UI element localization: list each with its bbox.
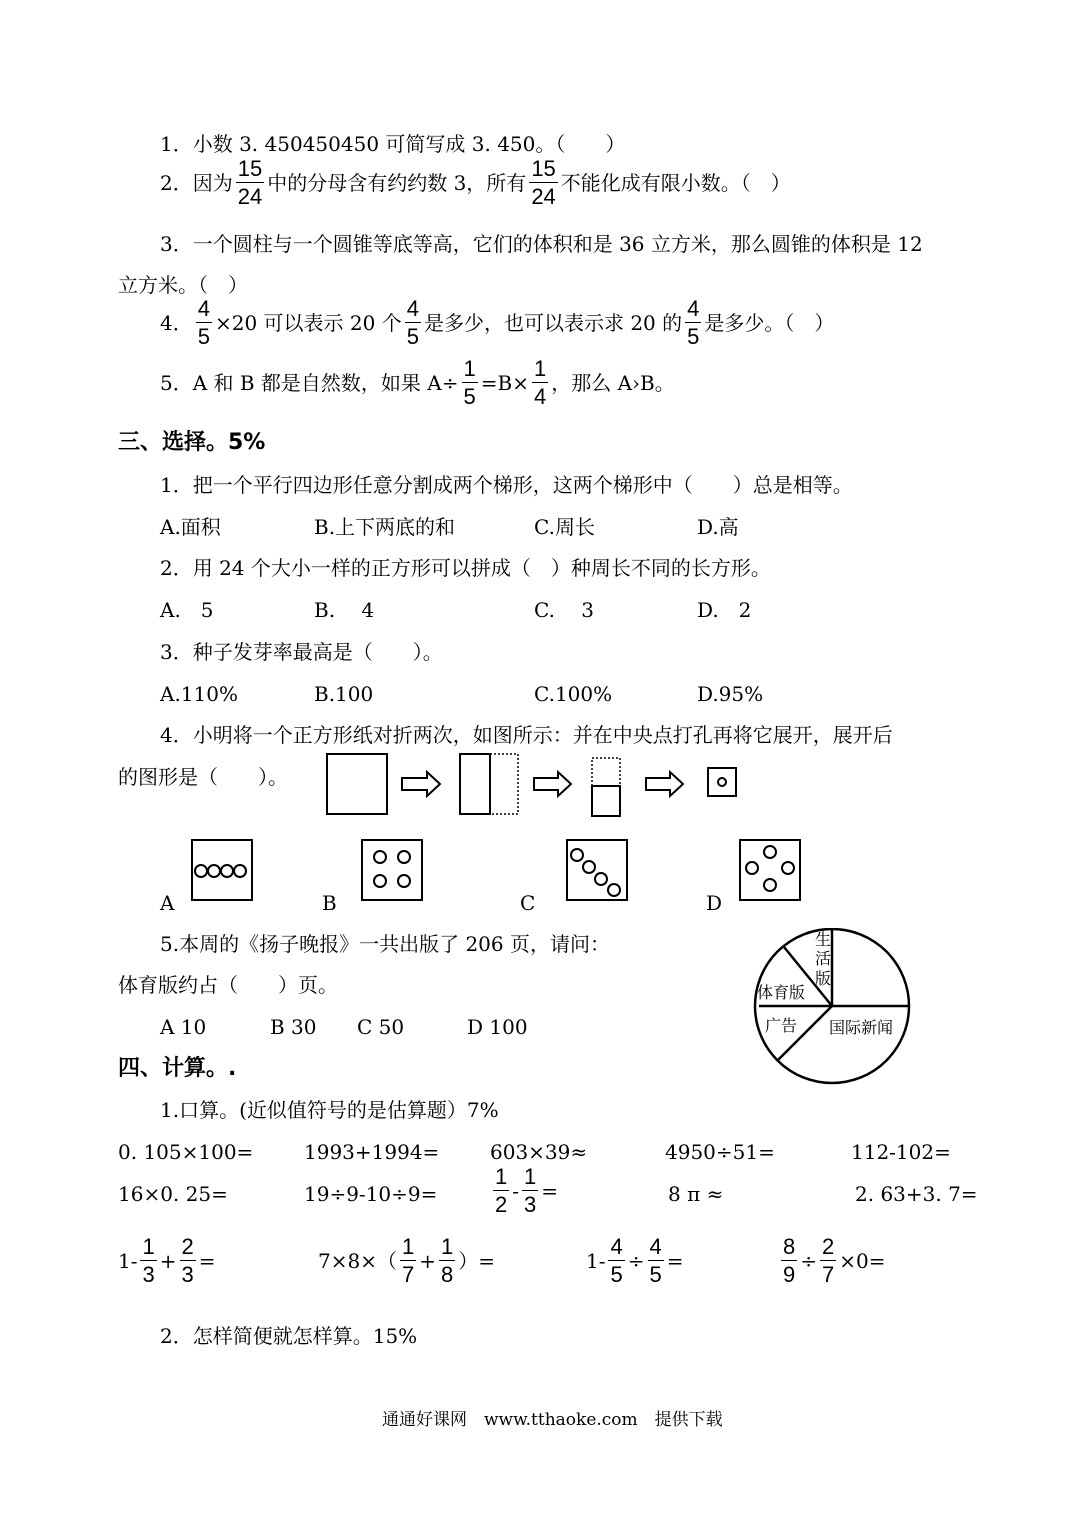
choice-q5-option-c: C 50: [357, 1015, 405, 1039]
right-arrow-icon: [646, 772, 683, 796]
calc-r1-c1: 0. 105×100=: [118, 1140, 254, 1164]
calc-r2-c1: 16×0. 25=: [118, 1182, 228, 1206]
fraction-2-7: $\frac{2}{7}$: [822, 1234, 835, 1287]
judge-q2: 2．因为 $\frac{15}{24}$ 中的分母含有约约数 3，所有 $\frac{15}{24}$ 不能化成有限小数。（ ）: [160, 156, 791, 209]
choice-q2: 2．用 24 个大小一样的正方形可以拼成（ ）种周长不同的长方形。: [160, 556, 771, 580]
section-heading-calc: 四、计算。.: [118, 1056, 237, 1081]
pie-label-life-1: 生: [815, 930, 832, 949]
option-a-label: A: [160, 891, 175, 915]
choice-q5-line1: 5.本周的《扬子晚报》一共出版了 206 页，请问：: [160, 932, 610, 956]
choice-q3-option-c: C.100%: [534, 682, 613, 706]
option-b-label: B: [322, 891, 337, 915]
section-heading-choice: 三、选择。5%: [118, 430, 266, 455]
fraction-1-8: $\frac{1}{8}$: [440, 1234, 454, 1287]
calc-r2-c5: 2. 63+3. 7=: [855, 1182, 978, 1206]
calc-r1-c4: 4950÷51=: [665, 1140, 775, 1164]
calc-s2: 2．怎样简便就怎样算。15%: [160, 1324, 418, 1348]
fraction-1-3: $\frac{1}{3}$: [524, 1164, 537, 1217]
choice-q2-option-c: C. 3: [534, 598, 595, 622]
choice-q1: 1．把一个平行四边形任意分割成两个梯形，这两个梯形中（ ）总是相等。: [160, 473, 853, 497]
choice-q1-option-c: C.周长: [534, 515, 595, 539]
fraction-15-24: $\frac{15}{24}$: [237, 156, 263, 209]
choice-q3-option-d: D.95%: [697, 682, 764, 706]
fraction-8-9: $\frac{8}{9}$: [783, 1234, 796, 1287]
choice-q5-option-d: D 100: [467, 1015, 528, 1039]
calc-s1: 1.口算。(近似值符号的是估算题）7%: [160, 1098, 499, 1122]
calc-r3-c4: $\frac{8}{9}$ ÷ $\frac{2}{7}$ ×0=: [783, 1234, 886, 1287]
option-c-figure: [565, 838, 629, 902]
full-square-shape: [327, 754, 387, 814]
fraction-4-5: $\frac{4}{5}$: [610, 1234, 623, 1287]
choice-q5-option-a: A 10: [160, 1015, 207, 1039]
choice-q1-option-b: B.上下两底的和: [314, 515, 456, 539]
fraction-1-5: $\frac{1}{5}$: [463, 356, 476, 409]
choice-q3: 3．种子发芽率最高是（ ）。: [160, 640, 443, 664]
pie-label-ads: 广告: [765, 1016, 798, 1035]
calc-r2-c2: 19÷9-10÷9=: [304, 1182, 438, 1206]
page-footer: 通通好课网 www.tthaoke.com 提供下载: [382, 1410, 723, 1430]
calc-r3-c3: 1- $\frac{4}{5}$ ÷ $\frac{4}{5}$ =: [586, 1234, 684, 1287]
option-c-label: C: [520, 891, 536, 915]
option-b-figure: [360, 838, 424, 902]
punched-square-shape: [708, 768, 736, 796]
choice-q4-line1: 4．小明将一个正方形纸对折两次，如图所示：并在中央点打孔再将它展开，展开后: [160, 723, 893, 747]
pie-label-life-3: 版: [815, 969, 832, 988]
judge-q3-line2: 立方米。（ ）: [118, 273, 248, 297]
folding-sequence-figure: [320, 748, 750, 823]
judge-q4: 4． $\frac{4}{5}$ ×20 可以表示 20 个 $\frac{4}{5}$ 是多少，也可以表示求 20 的 $\frac{4}{5}$ 是多少。（ ）: [160, 296, 835, 349]
choice-q2-option-d: D. 2: [697, 598, 752, 622]
half-fold-shape: [460, 754, 518, 814]
pie-label-sports: 体育版: [757, 983, 806, 1002]
quarter-fold-shape: [592, 758, 620, 816]
judge-q5: 5．A 和 B 都是自然数，如果 A÷ $\frac{1}{5}$ =B× $\frac{1}{4}$ ，那么 A›B。: [160, 356, 675, 409]
calc-r1-c3: 603×39≈: [490, 1140, 588, 1164]
choice-q1-option-a: A.面积: [160, 515, 221, 539]
option-a-figure: [190, 838, 254, 902]
right-arrow-icon: [534, 772, 571, 796]
calc-r1-c2: 1993+1994=: [304, 1140, 440, 1164]
choice-q2-option-a: A. 5: [160, 598, 214, 622]
judge-q3-line1: 3．一个圆柱与一个圆锥等底等高，它们的体积和是 36 立方米，那么圆锥的体积是 12: [160, 232, 923, 256]
option-d-label: D: [706, 891, 723, 915]
fraction-2-3: $\frac{2}{3}$: [181, 1234, 194, 1287]
choice-q5-option-b: B 30: [270, 1015, 317, 1039]
calc-r2-c3: $\frac{1}{2}$ - $\frac{1}{3}$ =: [495, 1164, 559, 1217]
calc-r3-c1: 1- $\frac{1}{3}$ + $\frac{2}{3}$ =: [118, 1234, 216, 1287]
choice-q3-option-a: A.110%: [160, 682, 238, 706]
calc-r3-c2: 7×8×（ $\frac{1}{7}$ + $\frac{1}{8}$ ）=: [318, 1234, 495, 1287]
pie-label-life-2: 活: [815, 949, 832, 968]
fraction-1-4: $\frac{1}{4}$: [533, 356, 547, 409]
fraction-4-5: $\frac{4}{5}$: [406, 296, 419, 349]
calc-r1-c5: 112-102=: [851, 1140, 951, 1164]
choice-q4-line2: 的图形是（ ）。: [118, 765, 288, 789]
fraction-4-5: $\frac{4}{5}$: [687, 296, 700, 349]
newspaper-pie-chart: [750, 928, 914, 1090]
fraction-4-5: $\frac{4}{5}$: [197, 296, 210, 349]
choice-q5-line2: 体育版约占（ ）页。: [118, 973, 338, 997]
right-arrow-icon: [402, 772, 440, 796]
fraction-1-2: $\frac{1}{2}$: [495, 1164, 508, 1217]
fraction-1-7: $\frac{1}{7}$: [401, 1234, 415, 1287]
judge-q1: 1．小数 3. 450450450 可简写成 3. 450。（ ）: [160, 132, 626, 156]
fraction-4-5: $\frac{4}{5}$: [649, 1234, 662, 1287]
fraction-1-3: $\frac{1}{3}$: [142, 1234, 155, 1287]
fraction-15-24: $\frac{15}{24}$: [531, 156, 556, 209]
calc-r2-c4: 8 π ≈: [668, 1182, 724, 1206]
pie-label-news: 国际新闻: [829, 1018, 894, 1037]
choice-q1-option-d: D.高: [697, 515, 739, 539]
choice-q3-option-b: B.100: [314, 682, 374, 706]
choice-q2-option-b: B. 4: [314, 598, 375, 622]
option-d-figure: [738, 838, 802, 902]
